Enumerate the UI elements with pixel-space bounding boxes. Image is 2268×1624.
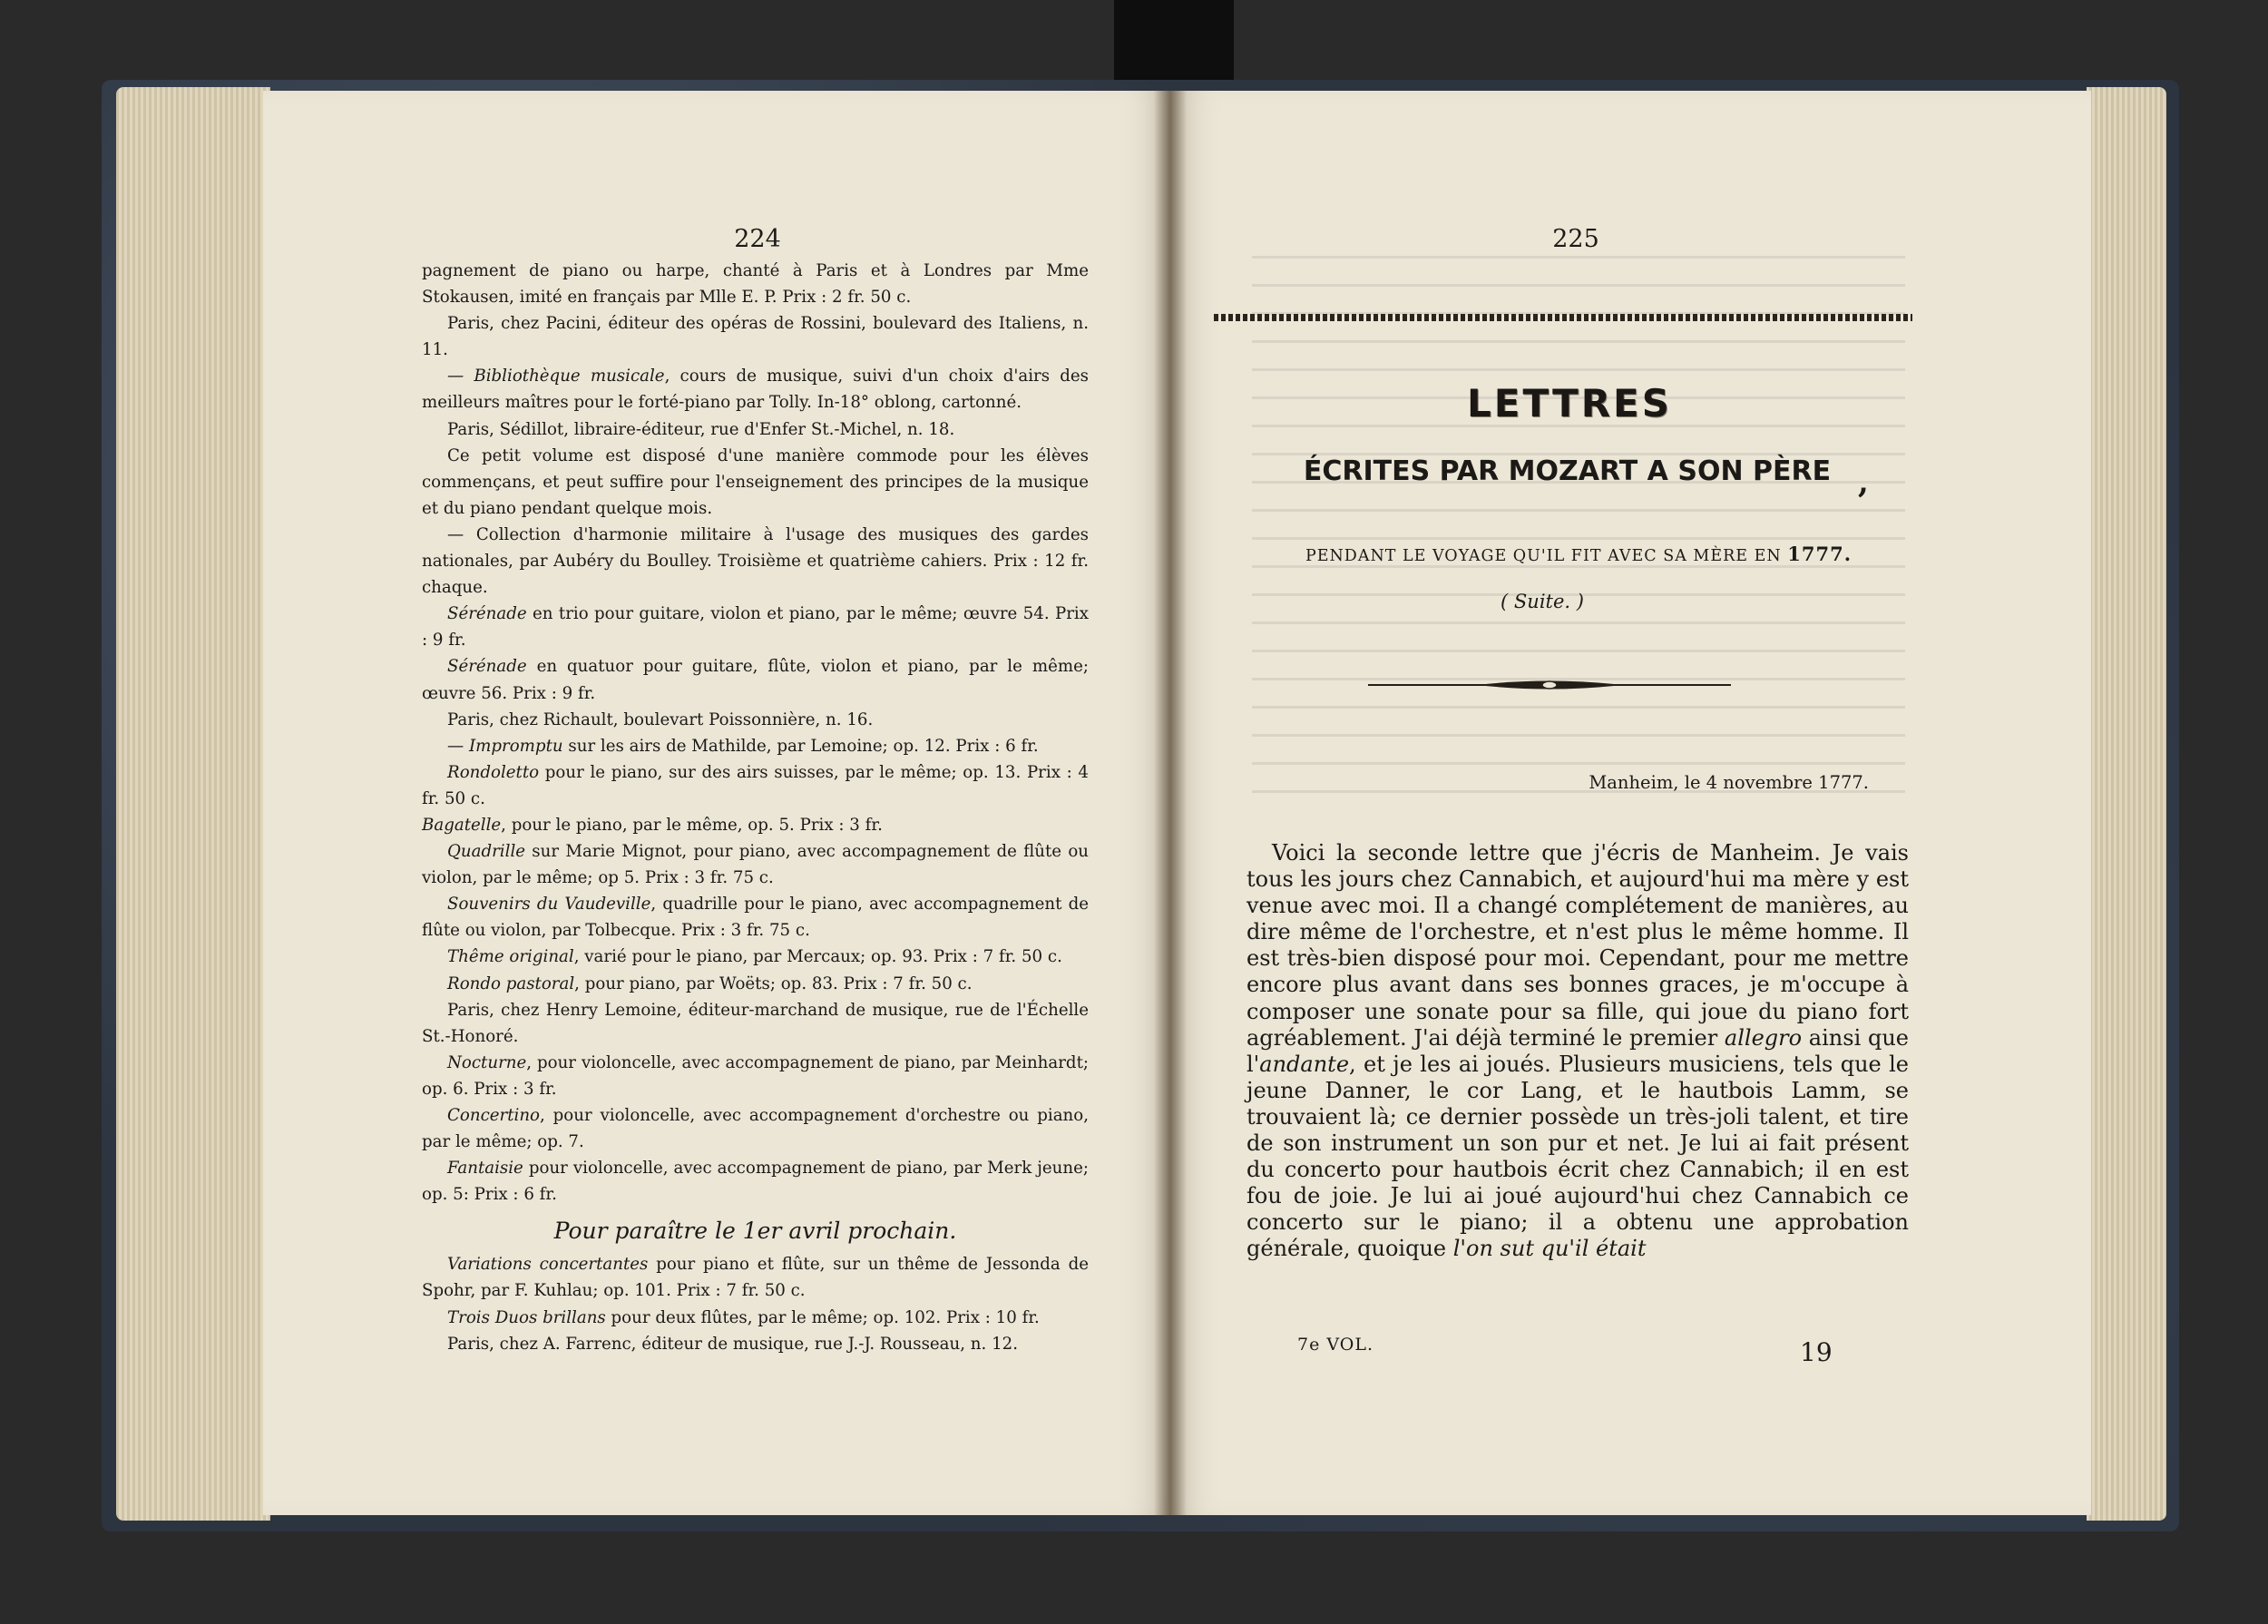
catalogue-entry	[422, 310, 1089, 363]
ornamental-divider	[1368, 679, 1731, 691]
page-edges-left	[116, 87, 270, 1521]
catalogue-entry-title: Nocturne	[447, 1052, 527, 1072]
letter-text: , et je les ai joués. Plusieurs musiciens, tels que le jeune Danner, le cor Lang, et le hautbois Lamm, se trouvaient là; ce dernier possède un très-joli talent, et tire de son instrument un son pur et net. Je lui ai fait présent du concerto pour hautbois écrit chez Cannabich; il en est fou de joie. Je lui ai joué aujourd'hui chez Cannabich ce concerto sur le piano; il a obtenu une approbation générale, quoique	[1246, 1051, 1909, 1262]
catalogue-entry	[422, 1251, 1089, 1304]
catalogue-entry-text: , pour violoncelle, avec accompagnement d'orchestre ou piano, par le même; op. 7.	[422, 1106, 1089, 1152]
show-through-text	[1252, 256, 1905, 800]
footer-signature: 19	[1800, 1337, 1833, 1367]
letter-dateline: Manheim, le 4 novembre 1777.	[1589, 772, 1869, 793]
article-subtitle: ÉCRITES PAR MOZART A SON PÈRE	[1303, 455, 1832, 487]
footer-volume: 7e VOL.	[1297, 1335, 1374, 1355]
letter-italic-term: andante	[1259, 1051, 1350, 1077]
catalogue-entry-text: Paris, Sédillot, libraire-éditeur, rue d'Enfer St.-Michel, n. 18.	[447, 419, 955, 439]
subtitle-year: 1777.	[1787, 543, 1853, 565]
catalogue-entry-text: en trio pour guitare, violon et piano, par le même; œuvre 54. Prix : 9 fr.	[422, 604, 1089, 651]
letter-paragraph	[1246, 840, 1909, 1263]
catalogue-subheading	[422, 1213, 1089, 1249]
catalogue-entry	[422, 443, 1089, 522]
article-title: LETTRES	[1467, 381, 1672, 426]
catalogue-entry	[422, 258, 1089, 310]
catalogue-entry	[422, 971, 1089, 997]
catalogue-entry	[422, 363, 1089, 416]
catalogue-entry	[422, 653, 1089, 706]
catalogue-entry-title: Sérénade	[447, 657, 527, 677]
catalogue-entry-text: Paris, chez Henry Lemoine, éditeur-marchand de musique, rue de l'Échelle St.-Honoré.	[422, 1000, 1089, 1046]
catalogue-entry-title: Fantaisie	[447, 1159, 523, 1179]
catalogue-entry-title: Rondoletto	[447, 762, 540, 782]
catalogue-entry	[422, 838, 1089, 891]
catalogue-entry-text: , varié pour le piano, par Mercaux; op. 93. Prix : 7 fr. 50 c.	[573, 947, 1062, 967]
catalogue-entry-title: Sérénade	[447, 604, 527, 624]
catalogue-entry-text: Paris, chez Pacini, éditeur des opéras de Rossini, boulevard des Italiens, n. 11.	[422, 314, 1089, 360]
catalogue-entry	[422, 1331, 1089, 1357]
letter-italic-term: allegro	[1724, 1024, 1803, 1051]
left-page-number: 224	[734, 225, 781, 253]
article-subtitle-small	[1270, 543, 1887, 565]
scan-backdrop-bar	[1114, 0, 1234, 91]
catalogue-entry-title: — Bibliothèque musicale	[447, 367, 665, 386]
catalogue-entry-title: Rondo pastoral	[447, 973, 575, 993]
catalogue-entry-text: pour le piano, sur des airs suisses, par le même; op. 13. Prix : 4 fr. 50 c.	[422, 762, 1089, 808]
catalogue-entry	[422, 997, 1089, 1050]
catalogue-entry-text: , pour violoncelle, avec accompagnement de piano, par Meinhardt; op. 6. Prix : 3 fr.	[422, 1052, 1089, 1099]
subtitle-comma: ,	[1858, 465, 1869, 501]
catalogue-entry-title: Thême original	[447, 947, 574, 967]
letter-italic-term: l'on sut qu'il était	[1452, 1236, 1647, 1262]
catalogue-entry-text: , cours de musique, suivi d'un choix d'airs des meilleurs maîtres pour le forté-piano par Tolly. In-18° oblong, cartonné.	[422, 367, 1089, 413]
catalogue-entry	[422, 944, 1089, 970]
header-dashed-rule	[1214, 314, 1912, 321]
suite-label: ( Suite. )	[1501, 591, 1584, 612]
catalogue-entry	[422, 1305, 1089, 1331]
catalogue-entry-text: pour deux flûtes, par le même; op. 102. Prix : 10 fr.	[605, 1307, 1040, 1327]
catalogue-entry-text: sur les airs de Mathilde, par Lemoine; op. 12. Prix : 6 fr.	[562, 736, 1039, 756]
catalogue-entry	[422, 707, 1089, 733]
page-edges-right	[2087, 87, 2166, 1521]
catalogue-entry	[422, 1102, 1089, 1155]
catalogue-entry-text: Paris, chez Richault, boulevart Poissonnière, n. 16.	[447, 709, 874, 729]
catalogue-entry-title: — Impromptu	[447, 736, 563, 756]
catalogue-entry-title: Quadrille	[447, 842, 526, 862]
catalogue-entry	[422, 733, 1089, 759]
catalogue-entry-title: Trois Duos brillans	[447, 1307, 606, 1327]
right-page-number: 225	[1552, 225, 1599, 253]
catalogue-entry-text: Pour paraître le 1er avril prochain.	[553, 1218, 957, 1245]
catalogue-entry-text: Ce petit volume est disposé d'une manière commode pour les élèves commençans, et peut suffire pour l'enseignement des principes de la musique et du piano pendant quelque mois.	[422, 445, 1089, 518]
catalogue-entry-text: — Collection d'harmonie militaire à l'usage des musiques des gardes nationales, par Aubéry du Boulley. Troisième et quatrième cahiers. Prix : 12 fr. chaque.	[422, 524, 1089, 598]
catalogue-entry-text: en quatuor pour guitare, flûte, violon et piano, par le même; œuvre 56. Prix : 9 fr.	[422, 657, 1089, 703]
catalogue-entry	[422, 891, 1089, 944]
catalogue-entry	[422, 759, 1089, 812]
letter-text: ainsi que l'	[1246, 1024, 1909, 1077]
letter-body	[1246, 840, 1909, 1263]
catalogue-entry-title: Concertino	[447, 1106, 541, 1125]
catalogue-entry	[422, 1050, 1089, 1102]
subtitle-small-text: PENDANT LE VOYAGE QU'IL FIT AVEC SA MÈRE EN	[1305, 547, 1782, 565]
catalogue-entry-text: pagnement de piano ou harpe, chanté à Paris et à Londres par Mme Stokausen, imité en français par Mlle E. P. Prix : 2 fr. 50 c.	[422, 261, 1089, 308]
catalogue-entry-title: Bagatelle	[422, 815, 502, 835]
catalogue-entry-title: Variations concertantes	[447, 1255, 649, 1275]
catalogue-entry-text: , quadrille pour le piano, avec accompagnement de flûte ou violon, par Tolbecque. Prix : 3 fr. 75 c.	[422, 895, 1089, 941]
catalogue-entry	[422, 812, 1089, 838]
catalogue-entry	[422, 1155, 1089, 1208]
catalogue-entry	[422, 522, 1089, 601]
catalogue-entry-text: Paris, chez A. Farrenc, éditeur de musique, rue J.-J. Rousseau, n. 12.	[447, 1334, 1019, 1354]
catalogue-entry	[422, 601, 1089, 653]
book-gutter	[1154, 91, 1187, 1515]
music-catalogue-listing	[422, 258, 1089, 1357]
catalogue-entry-text: , pour le piano, par le même, op. 5. Prix : 3 fr.	[501, 815, 883, 835]
catalogue-entry-text: sur Marie Mignot, pour piano, avec accompagnement de flûte ou violon, par le même; op 5. Prix : 3 fr. 75 c.	[422, 842, 1089, 888]
catalogue-entry-text: pour piano et flûte, sur un thême de Jessonda de Spohr, par F. Kuhlau; op. 101. Prix : 7 fr. 50 c.	[422, 1255, 1089, 1301]
catalogue-entry	[422, 416, 1089, 443]
catalogue-entry-text: pour violoncelle, avec accompagnement de piano, par Merk jeune; op. 5: Prix : 6 fr.	[422, 1159, 1089, 1205]
catalogue-entry-text: , pour piano, par Woëts; op. 83. Prix : 7 fr. 50 c.	[574, 973, 973, 993]
catalogue-entry-title: Souvenirs du Vaudeville	[447, 895, 651, 915]
letter-text: Voici la seconde lettre que j'écris de Manheim. Je vais tous les jours chez Cannabich, et aujourd'hui ma mère y est venue avec moi. Il a changé complétement de manières, au dire même de l'orchestre, et n'est plus le même homme. Il est très-bien disposé pour moi. Cependant, pour me mettre encore plus avant dans ses bonnes graces, je m'occupe à composer une sonate pour sa fille, qui joue du piano fort agréablement. J'ai déjà terminé le premier	[1246, 840, 1909, 1051]
